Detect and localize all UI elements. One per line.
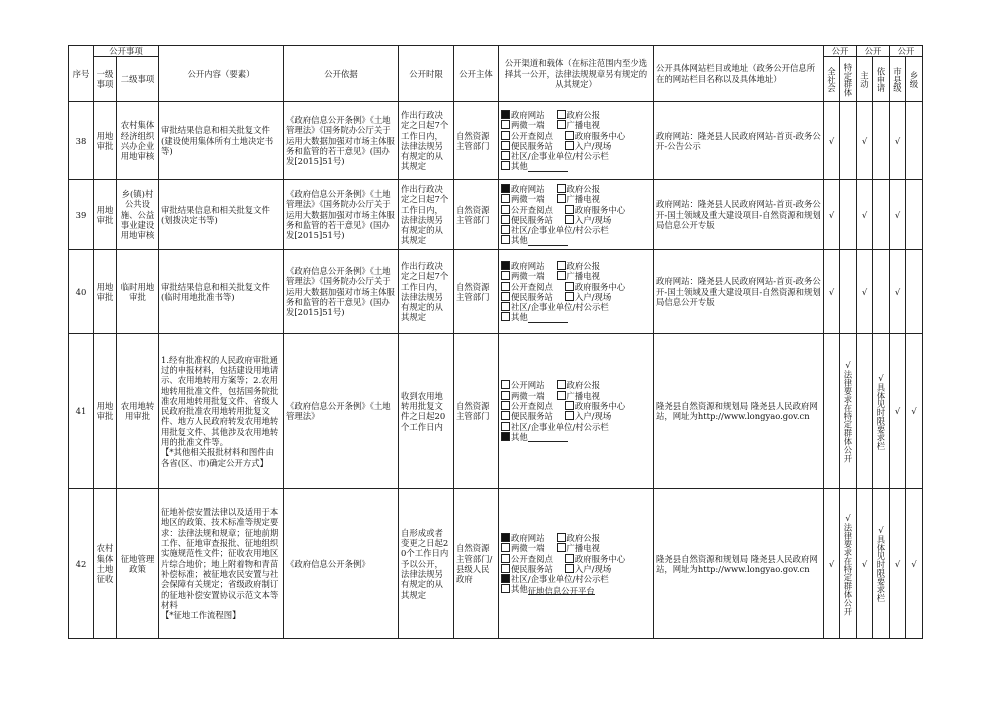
header-subject: 公开主体	[454, 46, 499, 102]
row-city-county-mark: √	[892, 286, 903, 297]
row-basis: 《政府信息公开条例》《土地管理法》《国务院办公厅关于运用大数据加强对市场主体服务和监管的若干意见》(国办发[2015]51号)	[284, 250, 399, 334]
checkbox-icon	[501, 584, 510, 593]
row-level1: 用地审批	[94, 102, 117, 180]
row-active-mark: √	[859, 209, 870, 220]
channel-label: 两微一端	[511, 390, 545, 401]
table-row	[69, 489, 923, 639]
checkbox-icon	[557, 380, 566, 389]
header-content: 公开内容（要素）	[159, 46, 284, 102]
row-township	[906, 334, 923, 489]
row-whole-society-mark: √	[826, 558, 837, 569]
channel-line	[501, 312, 651, 322]
row-website: 政府网站：隆尧县人民政府网站-首页-政务公开-国土领域及重大建设项目-自然资源和规划局信息公开专版	[654, 180, 824, 250]
checkbox-icon	[501, 533, 510, 542]
row-active-mark: √	[859, 558, 870, 569]
row-channels	[499, 334, 654, 489]
other-channel: 征地信息公开平台	[527, 585, 595, 596]
checkbox-icon	[557, 391, 566, 400]
channel-label: 社区/企事业单位/村公示栏	[511, 302, 609, 313]
row-city-county-mark: √	[892, 135, 903, 146]
row-city-county	[890, 489, 906, 639]
channel-label: 其他	[511, 584, 528, 595]
row-on-request	[873, 250, 890, 334]
channel-line	[501, 391, 651, 401]
header-website: 公开具体网站栏目或地址（政务公开信息所在的网站栏目名称以及具体地址）	[654, 46, 824, 102]
channel-line	[501, 161, 651, 171]
content-text: 审批结果信息和相关批复文件(划拨决定书等)	[161, 204, 270, 225]
channel-line	[501, 194, 651, 204]
row-subject: 自然资源主管部门	[454, 250, 499, 334]
channel-label: 公开查阅点	[511, 130, 553, 141]
channel-label: 政府网站	[511, 183, 545, 194]
header-active: 主动	[859, 70, 870, 88]
channel-line	[501, 380, 651, 390]
table-row	[69, 250, 923, 334]
content-note: 【*征地工作流程图】	[161, 610, 241, 621]
channel-label: 入户/现场	[574, 140, 612, 151]
row-township	[906, 102, 923, 180]
channel-label: 两微一端	[511, 194, 545, 205]
channel-label: 其他	[511, 161, 528, 172]
row-specific-group	[840, 250, 857, 334]
disclosure-table	[68, 45, 923, 639]
checkbox-icon	[501, 391, 510, 400]
row-township	[906, 180, 923, 250]
channel-label: 入户/现场	[574, 563, 612, 574]
row-basis: 《政府信息公开条例》《土地管理法》	[284, 334, 399, 489]
channel-label: 政府公报	[566, 260, 600, 271]
channel-label: 便民服务站	[511, 214, 553, 225]
channel-line	[501, 110, 651, 120]
header-method-group: 公开	[857, 46, 890, 57]
channel-label: 便民服务站	[511, 563, 553, 574]
row-active	[857, 180, 873, 250]
row-whole-society	[824, 180, 840, 250]
channel-line	[501, 401, 651, 411]
checkbox-icon	[557, 120, 566, 129]
row-time-limit: 作出行政决定之日起7个工作日内，法律法规另有规定的从其规定	[399, 102, 454, 180]
row-whole-society-mark: √	[826, 286, 837, 297]
channel-line	[501, 151, 651, 161]
checkbox-icon	[501, 401, 510, 410]
row-website: 政府网站：隆尧县人民政府网站-首页-政务公开-公告公示	[654, 102, 824, 180]
row-specific-group-mark: √法律要求在特定群体公开	[843, 360, 853, 463]
checkbox-icon	[501, 141, 510, 150]
checkbox-icon	[565, 282, 574, 291]
row-channels	[499, 180, 654, 250]
row-whole-society	[824, 250, 840, 334]
row-website: 隆尧县自然资源和规划局 隆尧县人民政府网站，网址为http://www.longyao.gov.cn	[654, 489, 824, 639]
row-whole-society	[824, 489, 840, 639]
row-whole-society	[824, 102, 840, 180]
channel-label: 便民服务站	[511, 411, 553, 422]
row-seq: 42	[69, 489, 94, 639]
checkbox-icon	[565, 215, 574, 224]
channel-line	[501, 141, 651, 151]
channel-label: 广播电视	[566, 120, 600, 131]
channel-label: 公开查阅点	[511, 553, 553, 564]
checkbox-icon	[565, 411, 574, 420]
row-website: 隆尧县自然资源和规划局 隆尧县人民政府网站，网址为http://www.longyao.gov.cn	[654, 334, 824, 489]
row-city-county	[890, 334, 906, 489]
row-whole-society	[824, 334, 840, 489]
checkbox-icon	[557, 194, 566, 203]
channel-label: 其他	[511, 431, 528, 442]
row-channels	[499, 250, 654, 334]
row-time-limit: 自形成或者变更之日起20个工作日内予以公开，法律法规另有规定的从其规定	[399, 489, 454, 639]
row-township-mark: √	[909, 558, 919, 569]
channel-line	[501, 302, 651, 312]
checkbox-icon	[501, 411, 510, 420]
checkbox-icon	[501, 120, 510, 129]
row-active-mark: √	[859, 135, 870, 146]
row-township-mark: √	[909, 406, 919, 417]
channel-label: 公开查阅点	[511, 281, 553, 292]
checkbox-icon	[501, 574, 510, 583]
row-seq: 40	[69, 250, 94, 334]
row-level2: 乡(镇)村公共设施、公益事业建设用地审核	[117, 180, 159, 250]
row-content	[159, 489, 284, 639]
channel-line	[501, 184, 651, 194]
row-basis: 《政府信息公开条例》《土地管理法》《国务院办公厅关于运用大数据加强对市场主体服务和监管的若干意见》(国办发[2015]51号)	[284, 180, 399, 250]
channel-label: 政府服务中心	[574, 553, 626, 564]
row-website: 政府网站：隆尧县人民政府网站-首页-政务公开-国土领域及重大建设项目-自然资源和规划局信息公开专版	[654, 250, 824, 334]
header-public-matters: 公开事项	[94, 46, 159, 57]
checkbox-icon	[565, 564, 574, 573]
content-note: 【*其他相关报批材料和图件由各省(区、市)确定公开方式】	[161, 447, 275, 468]
channel-line	[501, 584, 651, 594]
channel-label: 政府服务中心	[574, 401, 626, 411]
row-active	[857, 489, 873, 639]
header-channel: 公开渠道和载体（在标注范围内至少选择其一公开，法律法规规章另有规定的从其规定）	[499, 46, 654, 102]
channel-label: 政府公报	[566, 109, 600, 120]
channel-label: 公开查阅点	[511, 401, 553, 411]
row-level2: 征地管理政策	[117, 489, 159, 639]
checkbox-icon	[501, 225, 510, 234]
other-channel	[528, 237, 568, 246]
row-city-county-mark: √	[892, 209, 903, 220]
row-basis: 《政府信息公开条例》《土地管理法》《国务院办公厅关于运用大数据加强对市场主体服务和监管的若干意见》(国办发[2015]51号)	[284, 102, 399, 180]
header-level1: 一级事项	[94, 57, 117, 102]
row-seq: 39	[69, 180, 94, 250]
channel-label: 广播电视	[566, 390, 600, 401]
checkbox-icon	[501, 282, 510, 291]
checkbox-icon	[501, 302, 510, 311]
checkbox-icon	[565, 401, 574, 410]
channel-label: 政府网站	[511, 260, 545, 271]
channel-label: 社区/企事业单位/村公示栏	[511, 421, 609, 432]
row-channels	[499, 102, 654, 180]
channel-label: 其他	[511, 235, 528, 246]
row-active	[857, 250, 873, 334]
channel-line	[501, 422, 651, 432]
checkbox-icon	[501, 194, 510, 203]
header-specific-group: 特定群体	[843, 62, 853, 97]
row-basis: 《政府信息公开条例》	[284, 489, 399, 639]
header-city-county: 市县级	[892, 66, 903, 92]
row-seq: 41	[69, 334, 94, 489]
channel-line	[501, 533, 651, 543]
checkbox-icon	[557, 533, 566, 542]
header-seq: 序号	[69, 46, 94, 102]
row-level1: 用地审批	[94, 180, 117, 250]
row-city-county	[890, 250, 906, 334]
channel-label: 两微一端	[511, 271, 545, 282]
checkbox-icon	[501, 380, 510, 389]
channel-line	[501, 235, 651, 245]
channel-label: 公开查阅点	[511, 204, 553, 215]
checkbox-icon	[501, 215, 510, 224]
checkbox-icon	[557, 184, 566, 193]
header-object-group: 公开	[824, 46, 857, 57]
row-whole-society-mark: √	[826, 135, 837, 146]
row-level1: 用地审批	[94, 334, 117, 489]
channel-line	[501, 261, 651, 271]
row-on-request	[873, 334, 890, 489]
channel-label: 社区/企事业单位/村公示栏	[511, 574, 609, 585]
row-subject: 自然资源主管部门/县级人民政府	[454, 489, 499, 639]
channel-label: 政府服务中心	[574, 204, 626, 215]
channel-label: 政府公报	[566, 183, 600, 194]
channel-label: 其他	[511, 312, 528, 323]
channel-line	[501, 282, 651, 292]
channel-label: 入户/现场	[574, 411, 612, 422]
table-row	[69, 180, 923, 250]
row-active-mark: √	[859, 286, 870, 297]
checkbox-icon	[557, 261, 566, 270]
channel-label: 社区/企事业单位/村公示栏	[511, 151, 609, 162]
row-township	[906, 250, 923, 334]
checkbox-icon	[501, 271, 510, 280]
channel-label: 政府网站	[511, 532, 545, 543]
checkbox-icon	[565, 141, 574, 150]
checkbox-icon	[501, 184, 510, 193]
channel-line	[501, 411, 651, 421]
row-subject: 自然资源主管部门	[454, 180, 499, 250]
row-whole-society-mark: √	[826, 209, 837, 220]
other-channel	[528, 433, 568, 442]
channel-label: 入户/现场	[574, 291, 612, 302]
row-seq: 38	[69, 102, 94, 180]
channel-line	[501, 554, 651, 564]
checkbox-icon	[565, 205, 574, 214]
channel-line	[501, 574, 651, 584]
row-on-request-mark: √具体见时限要求栏	[876, 372, 886, 450]
checkbox-icon	[501, 422, 510, 431]
checkbox-icon	[501, 564, 510, 573]
row-specific-group-mark: √法律要求在特定群体公开	[843, 512, 853, 615]
channel-label: 入户/现场	[574, 214, 612, 225]
header-level2: 二级事项	[117, 57, 159, 102]
checkbox-icon	[501, 110, 510, 119]
channel-label: 政府公报	[566, 532, 600, 543]
checkbox-icon	[501, 312, 510, 321]
checkbox-icon	[501, 151, 510, 160]
checkbox-icon	[501, 292, 510, 301]
channel-line	[501, 225, 651, 235]
channel-line	[501, 543, 651, 553]
channel-line	[501, 120, 651, 130]
checkbox-icon	[501, 161, 510, 170]
checkbox-icon	[565, 292, 574, 301]
checkbox-icon	[501, 131, 510, 140]
content-text: 1.经有批准权的人民政府审批通过的申报材料，包括建设用地请示、农用地转用方案等；2.农用地转用批准文件，包括国务院批准农用地转用批复文件、省级人民政府批准农用地转用批复文件、地方人民政府转发农用地转用批复文件、其他涉及农用地转用的批准文件等。	[161, 354, 279, 448]
row-on-request	[873, 180, 890, 250]
channel-label: 政府公报	[566, 380, 600, 391]
channel-label: 广播电视	[566, 194, 600, 205]
row-level1: 用地审批	[94, 250, 117, 334]
channel-line	[501, 432, 651, 442]
checkbox-icon	[501, 554, 510, 563]
content-text: 审批结果信息和相关批复文件(临时用地批准书等)	[161, 281, 270, 302]
header-basis: 公开依据	[284, 46, 399, 102]
row-content	[159, 102, 284, 180]
header-on-request: 依申请	[876, 66, 886, 92]
other-channel	[528, 314, 568, 323]
row-content	[159, 334, 284, 489]
row-level2: 农用地转用审批	[117, 334, 159, 489]
header-level-group: 公开	[890, 46, 923, 57]
content-text: 征地补偿安置法律以及适用于本地区的政策、技术标准等规定要求：法律法规和规章；征地前期工作、征地审查报批、征地组织实施规范性文件；征收农用地区片综合地价；地上附着物和青苗补偿标准；被征地农民安置与社会保障有关规定；省级政府制订的征地补偿安置协议示范文本等材料	[161, 507, 279, 610]
row-level1: 农村集体土地征收	[94, 489, 117, 639]
other-channel	[528, 163, 568, 172]
checkbox-icon	[501, 261, 510, 270]
channel-label: 社区/企事业单位/村公示栏	[511, 225, 609, 236]
checkbox-icon	[557, 543, 566, 552]
channel-label: 便民服务站	[511, 140, 553, 151]
row-time-limit: 作出行政决定之日起7个工作日内，法律法规另有规定的从其规定	[399, 180, 454, 250]
table-row	[69, 102, 923, 180]
checkbox-icon	[501, 543, 510, 552]
channel-label: 两微一端	[511, 120, 545, 131]
checkbox-icon	[557, 110, 566, 119]
row-city-county-mark: √	[892, 406, 903, 417]
row-specific-group	[840, 180, 857, 250]
channel-label: 公开网站	[511, 380, 545, 391]
row-on-request-mark: √具体见时限要求栏	[876, 525, 886, 603]
row-specific-group	[840, 102, 857, 180]
row-specific-group	[840, 489, 857, 639]
header-time-limit: 公开时限	[399, 46, 454, 102]
header-whole-society: 全社会	[826, 66, 837, 92]
channel-line	[501, 205, 651, 215]
row-active	[857, 102, 873, 180]
row-subject: 自然资源主管部门	[454, 102, 499, 180]
row-township	[906, 489, 923, 639]
channel-label: 政府服务中心	[574, 130, 626, 141]
row-level2: 农村集体经济组织兴办企业用地审核	[117, 102, 159, 180]
row-content	[159, 250, 284, 334]
channel-line	[501, 292, 651, 302]
content-text: 审批结果信息和相关批复文件(建设使用集体所有土地决定书等)	[161, 125, 274, 156]
row-channels	[499, 489, 654, 639]
channel-line	[501, 564, 651, 574]
row-city-county-mark: √	[892, 558, 903, 569]
channel-label: 便民服务站	[511, 291, 553, 302]
checkbox-icon	[565, 554, 574, 563]
checkbox-icon	[565, 131, 574, 140]
header-township: 乡级	[909, 70, 919, 88]
checkbox-icon	[557, 271, 566, 280]
row-specific-group	[840, 334, 857, 489]
checkbox-icon	[501, 432, 510, 441]
channel-line	[501, 131, 651, 141]
channel-label: 两微一端	[511, 543, 545, 554]
table-row	[69, 334, 923, 489]
row-time-limit: 收到农用地转用批复文件之日起20个工作日内	[399, 334, 454, 489]
row-city-county	[890, 180, 906, 250]
channel-line	[501, 215, 651, 225]
channel-label: 广播电视	[566, 543, 600, 554]
row-city-county	[890, 102, 906, 180]
row-on-request	[873, 102, 890, 180]
row-content	[159, 180, 284, 250]
row-time-limit: 作出行政决定之日起7个工作日内，法律法规另有规定的从其规定	[399, 250, 454, 334]
channel-label: 广播电视	[566, 271, 600, 282]
channel-line	[501, 271, 651, 281]
row-active	[857, 334, 873, 489]
checkbox-icon	[501, 205, 510, 214]
row-subject: 自然资源主管部门	[454, 334, 499, 489]
row-level2: 临时用地审批	[117, 250, 159, 334]
channel-label: 政府服务中心	[574, 281, 626, 292]
row-on-request	[873, 489, 890, 639]
channel-label: 政府网站	[511, 109, 545, 120]
checkbox-icon	[501, 235, 510, 244]
